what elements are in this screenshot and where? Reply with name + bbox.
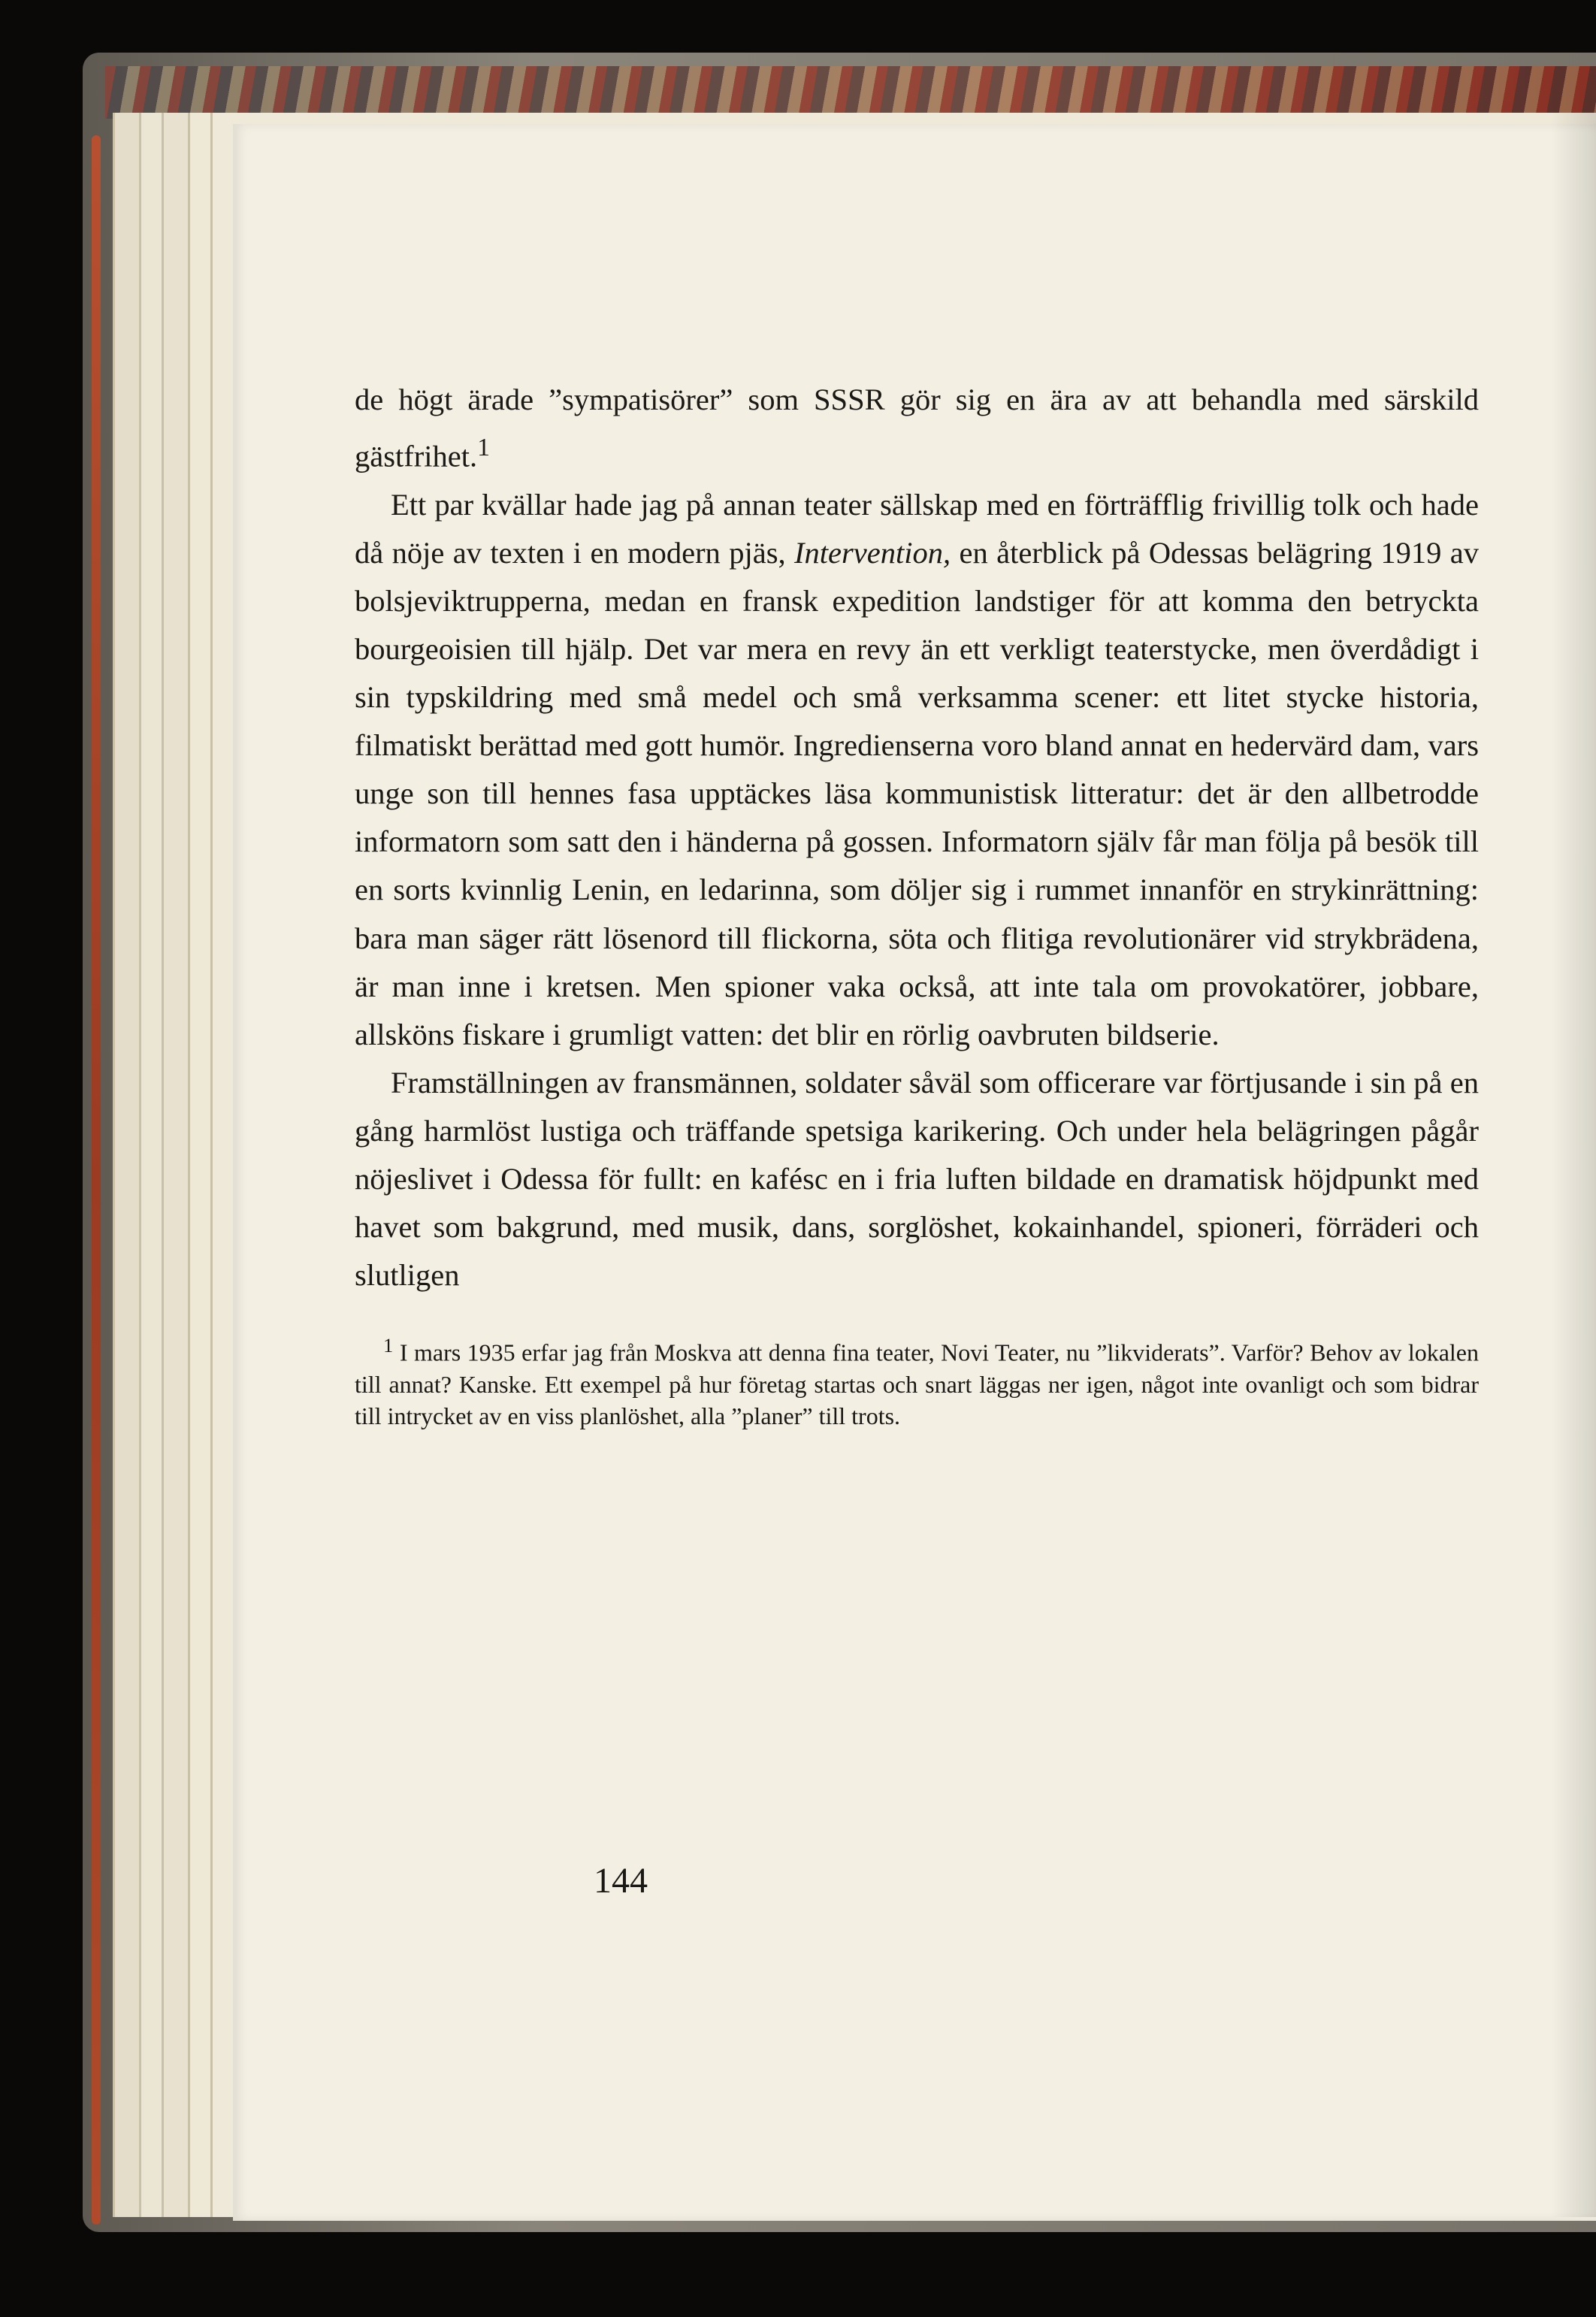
body-text [355, 376, 1479, 1299]
paragraph-text: en återblick på Odessas belägring 1919 av bolsjeviktrupperna, medan en fransk expedition landstiger för att komma den betryckta bourgeoisien till hjälp. Det var mera en revy än ett verkligt teaterstycke, men överdådigt i sin typskildring med små medel och små verksamma scener: ett litet stycke historia, filmatiskt berättad med gott humör. Ingredienserna voro bland annat en hedervärd dam, vars unge son till hennes fasa upptäckes läsa kommunistisk litteratur: det är den allbetrodde informatorn som satt den i händerna på gossen. Informatorn själv får man följa på besök till en sorts kvinnlig Lenin, en ledarinna, som döljer sig i rummet innanför en strykinrättning: bara man säger rätt lösenord till flickorna, söta och flitiga revolutionärer vid strykbrädena, är man inne i kretsen. Men spioner vaka också, att inte tala om provokatörer, jobbare, allsköns fiskare i grumligt vatten: det blir en rörlig oavbruten bildserie. [355, 535, 1479, 1051]
paragraph [355, 1059, 1479, 1299]
footnote [355, 1329, 1479, 1432]
paragraph-text: de högt ärade ”sympatisörer” som SSSR gör sig en ära av att behandla med särskild gästfrihet. [355, 383, 1479, 473]
page-text-block [355, 376, 1479, 1432]
paragraph-text: Ett par kvällar hade jag på annan teater sällskap med en förträfflig frivillig tolk och hade då nöje av texten i en modern pjäs, [355, 487, 1479, 570]
paragraph [355, 481, 1479, 1059]
binding-shadow [1551, 113, 1596, 2217]
footnote-reference: 1 [477, 434, 490, 462]
paragraph-text: Framställningen av fransmännen, soldater såväl som officerare var förtjusande i sin på en gång harmlöst lustiga och träffande spetsiga karikering. Och under hela belägringen pågår nöjeslivet i Odessa för fullt: en kafésc en i fria luften bildade en dramatisk höjdpunkt med havet som bakgrund, med musik, dans, sorglöshet, kokainhandel, spioneri, förräderi och slutligen [355, 1065, 1479, 1293]
page-number: 144 [594, 1861, 648, 1901]
italic-title: Intervention, [794, 535, 951, 570]
red-fore-edge [92, 135, 101, 2225]
footnote-text: I mars 1935 erfar jag från Moskva att denna fina teater, Novi Teater, nu ”likviderats”. Varför? Behov av lokalen till annat? Kanske. Ett exempel på hur företag startas och snart läggas ner igen, något inte ovanligt och som bidrar till intrycket av en viss planlöshet, alla ”planer” till trots. [355, 1338, 1479, 1429]
marbled-page-edge [105, 66, 1596, 119]
paragraph [355, 376, 1479, 481]
footnote-marker: 1 [383, 1334, 394, 1357]
